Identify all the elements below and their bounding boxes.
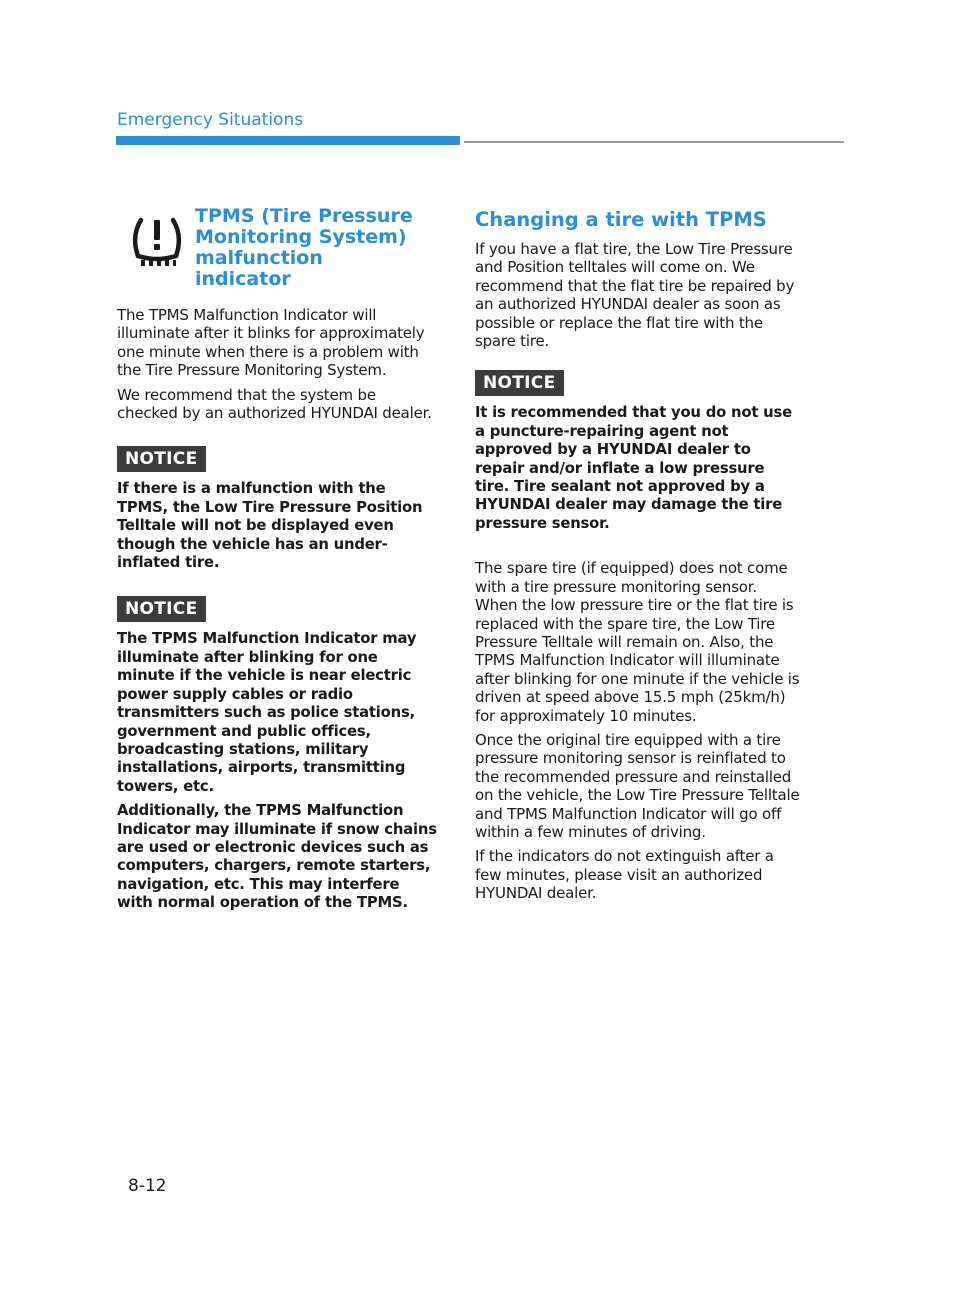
paragraph: Once the original tire equipped with a tire pressure monitoring sensor is reinflated to the recommended pressure and reinstalled on the vehicle, the Low Tire Pressure Telltale and TPMS Malfunction Indicator will go off within a few minutes of driving. [475,730,800,841]
paragraph: If the indicators do not extinguish after a few minutes, please visit an authorized HYUNDAI dealer. [475,847,774,903]
page-number: 8-12 [128,1176,167,1196]
notice-text: It is recommended that you do not use a puncture-repairing agent not approved by a HYUNDAI dealer to repair and/or inflate a low pressure tire. Tire sealant not approved by a HYUNDAI dealer may damage the tire pressure sensor. [475,404,792,532]
notice-badge: NOTICE [475,370,564,396]
paragraph: If you have a flat tire, the Low Tire Pressure and Position telltales will come on. We recommend that the flat tire be repaired by an authorized HYUNDAI dealer as soon as possible or replace the flat tire with the spare tire. [475,240,795,351]
notice-badge: NOTICE [117,446,206,472]
left-column [117,206,437,919]
header-rule [464,141,844,143]
paragraph: The spare tire (if equipped) does not come with a tire pressure monitoring sensor. When the low pressure tire or the flat tire is replaced with the spare tire, the Low Tire Pressure Telltale will remain on. Also, the TPMS Malfunction Indicator will illuminate after blinking for one minute if the vehicle is driven at speed above 15.5 mph (25km/h) for approximately 10 minutes. [475,559,800,725]
notice-badge: NOTICE [117,596,206,622]
notice-text: If there is a malfunction with the TPMS, the Low Tire Pressure Position Telltale will not be displayed even though the vehicle has an under-inflated tire. [117,480,423,572]
notice-text: The TPMS Malfunction Indicator may illuminate after blinking for one minute if the vehicle is near electric power supply cables or radio transmitters such as police stations, government and public offices, broadcasting stations, military installations, airports, transmitting towers, etc. [117,630,417,795]
paragraph: The TPMS Malfunction Indicator will illuminate after it blinks for approximately one minute when there is a problem with the Tire Pressure Monitoring System. [117,306,425,380]
section-title: Emergency Situations [117,110,304,130]
section-heading-tpms-malfunction: TPMS (Tire Pressure Monitoring System) malfunction indicator [195,205,413,290]
paragraph: We recommend that the system be checked by an authorized HYUNDAI dealer. [117,385,432,423]
tpms-malfunction-warning-icon [127,212,187,272]
notice-text: Additionally, the TPMS Malfunction Indicator may illuminate if snow chains are used or electronic devices such as computers, chargers, remote starters, navigation, etc. This may interfere with normal operation of the TPMS. [117,802,437,912]
section-heading-changing-tire: Changing a tire with TPMS [475,208,767,231]
header-rule-accent [116,136,460,145]
right-column [475,208,800,909]
tpms-heading-block [117,206,437,290]
